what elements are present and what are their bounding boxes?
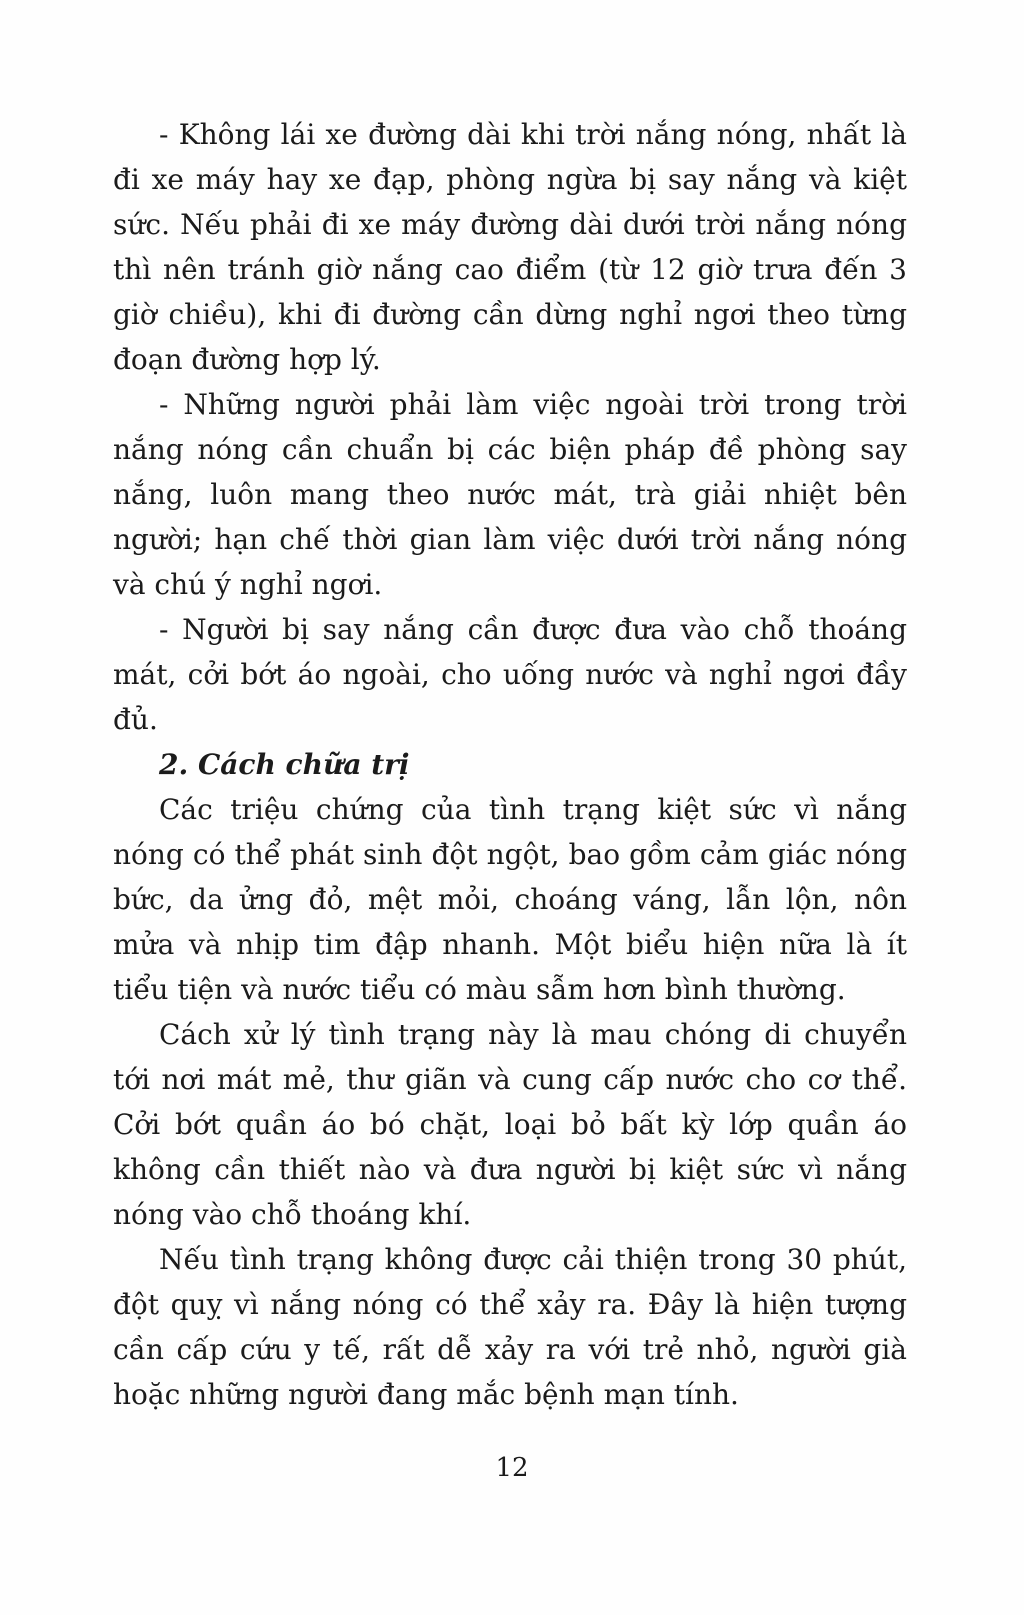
paragraph-handling: Cách xử lý tình trạng này là mau chóng di chuyển tới nơi mát mẻ, thư giãn và cung cấp nước cho cơ thể. Cởi bớt quần áo bó chặt, loại bỏ bất kỳ lớp quần áo không cần thiết nào và đưa người bị kiệt sức vì nắng nóng vào chỗ thoáng khí. — [113, 1018, 907, 1231]
bullet-paragraph-driving: - Không lái xe đường dài khi trời nắng nóng, nhất là đi xe máy hay xe đạp, phòng ngừa bị say nắng và kiệt sức. Nếu phải đi xe máy đường dài dưới trời nắng nóng thì nên tránh giờ nắng cao điểm (từ 12 giờ trưa đến 3 giờ chiều), khi đi đường cần dừng nghỉ ngơi theo từng đoạn đường hợp lý. — [113, 118, 907, 376]
bullet-paragraph-heatstroke-victim: - Người bị say nắng cần được đưa vào chỗ thoáng mát, cởi bớt áo ngoài, cho uống nước và nghỉ ngơi đầy đủ. — [113, 613, 907, 736]
paragraph-emergency: Nếu tình trạng không được cải thiện trong 30 phút, đột quỵ vì nắng nóng có thể xảy ra. Đây là hiện tượng cần cấp cứu y tế, rất dễ xảy ra với trẻ nhỏ, người già hoặc những người đang mắc bệnh mạn tính. — [113, 1243, 907, 1411]
bullet-paragraph-outdoor-work: - Những người phải làm việc ngoài trời trong trời nắng nóng cần chuẩn bị các biện pháp đề phòng say nắng, luôn mang theo nước mát, trà giải nhiệt bên người; hạn chế thời gian làm việc dưới trời nắng nóng và chú ý nghỉ ngơi. — [113, 388, 907, 601]
paragraph-symptoms: Các triệu chứng của tình trạng kiệt sức vì nắng nóng có thể phát sinh đột ngột, bao gồm cảm giác nóng bức, da ửng đỏ, mệt mỏi, choáng váng, lẫn lộn, nôn mửa và nhịp tim đập nhanh. Một biểu hiện nữa là ít tiểu tiện và nước tiểu có màu sẫm hơn bình thường. — [113, 793, 907, 1006]
section-heading-treatment: 2. Cách chữa trị — [159, 748, 410, 781]
page-number: 12 — [495, 1453, 529, 1483]
body-text-block — [113, 112, 907, 1417]
